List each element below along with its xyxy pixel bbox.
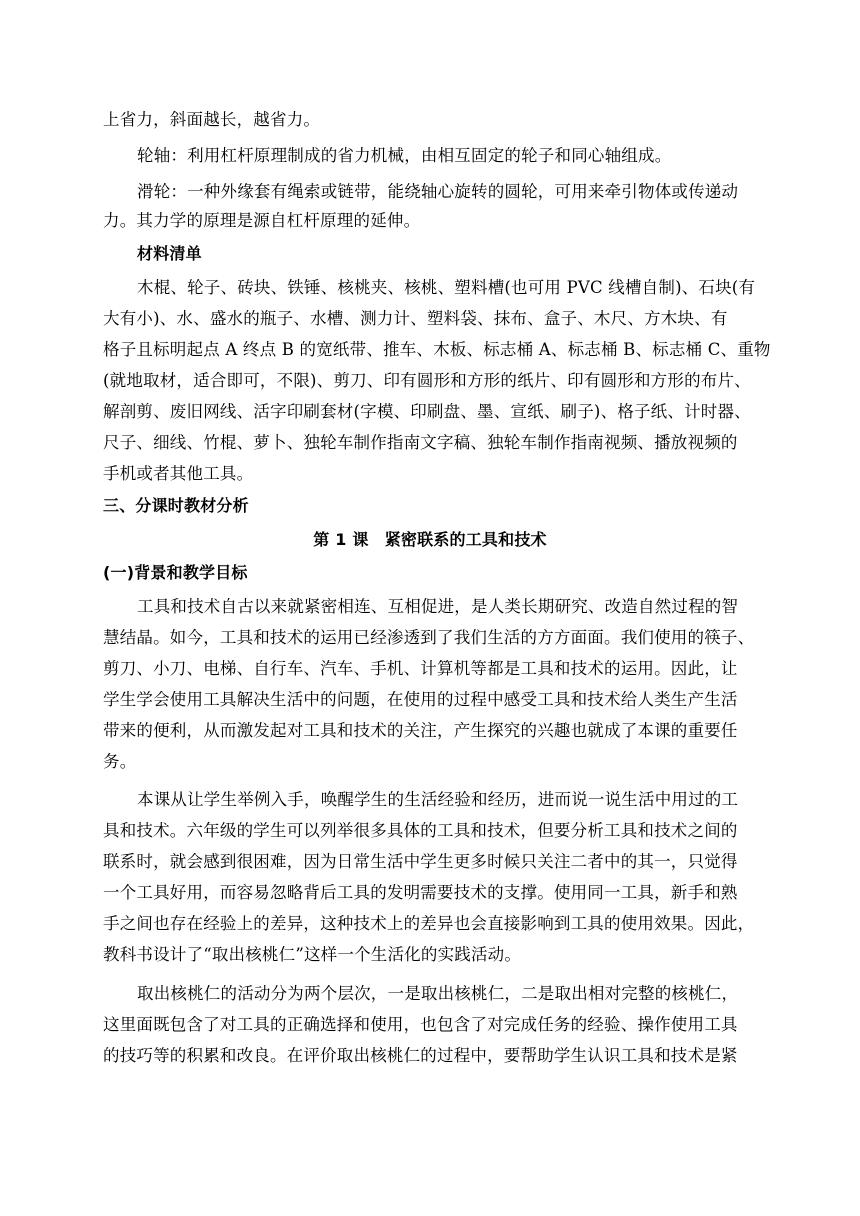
body-line: 尺子、细线、竹棍、萝卜、独轮车制作指南文字稿、独轮车制作指南视频、播放视频的 [103,433,738,452]
body-line: 手之间也存在经验上的差异，这种技术上的差异也会直接影响到工具的使用效果。因此， [103,914,755,933]
body-line: 格子且标明起点 A 终点 B 的宽纸带、推车、木板、标志桶 A、标志桶 B、标志桶 C、重物 [103,340,771,359]
body-line: 力。其力学的原理是源自杠杆原理的延伸。 [103,211,421,230]
body-line: 本课从让学生举例入手，唤醒学生的生活经验和经历，进而说一说生活中用过的工 [137,790,739,809]
body-line: 轮轴：利用杠杆原理制成的省力机械，由相互固定的轮子和同心轴组成。 [137,146,672,165]
body-line: 剪刀、小刀、电梯、自行车、汽车、手机、计算机等都是工具和技术的运用。因此，让 [103,659,738,678]
section-heading: 材料清单 [137,244,202,263]
subsection-heading: (一)背景和教学目标 [103,563,248,582]
body-line: 具和技术。六年级的学生可以列举很多具体的工具和技术，但要分析工具和技术之间的 [103,821,738,840]
body-line: (就地取材，适合即可，不限)、剪刀、印有圆形和方形的纸片、印有圆形和方形的布片、 [103,371,751,390]
body-line: 教科书设计了“取出核桃仁”这样一个生活化的实践活动。 [103,945,522,964]
body-line: 取出核桃仁的活动分为两个层次，一是取出核桃仁，二是取出相对完整的核桃仁， [137,984,739,1003]
body-line: 解剖剪、废旧网线、活字印刷套材(字模、印刷盘、墨、宣纸、刷子)、格子纸、计时器、 [103,402,751,421]
body-line: 上省力，斜面越长，越省力。 [103,110,321,129]
body-line: 大有小)、水、盛水的瓶子、水槽、测力计、塑料袋、抹布、盒子、木尺、方木块、有 [103,309,728,328]
body-line: 的技巧等的积累和改良。在评价取出核桃仁的过程中，要帮助学生认识工具和技术是紧 [103,1046,738,1065]
body-line: 木棍、轮子、砖块、铁锤、核桃夹、核桃、塑料槽(也可用 PVC 线槽自制)、石块(有 [137,278,756,297]
body-line: 滑轮：一种外缘套有绳索或链带，能绕轴心旋转的圆轮，可用来牵引物体或传递动 [137,182,739,201]
section-heading: 三、分课时教材分析 [103,496,249,515]
body-line: 带来的便利，从而激发起对工具和技术的关注，产生探究的兴趣也就成了本课的重要任 [103,721,738,740]
body-line: 一个工具好用，而容易忽略背后工具的发明需要技术的支撑。使用同一工具，新手和熟 [103,883,738,902]
body-line: 务。 [103,752,137,771]
body-line: 学生学会使用工具解决生活中的问题，在使用的过程中感受工具和技术给人类生产生活 [103,690,738,709]
body-line: 慧结晶。如今，工具和技术的运用已经渗透到了我们生活的方方面面。我们使用的筷子、 [103,628,755,647]
body-line: 这里面既包含了对工具的正确选择和使用，也包含了对完成任务的经验、操作使用工具 [103,1015,738,1034]
body-line: 工具和技术自古以来就紧密相连、互相促进，是人类长期研究、改造自然过程的智 [137,597,739,616]
body-line: 联系时，就会感到很困难，因为日常生活中学生更多时候只关注二者中的其一，只觉得 [103,852,738,871]
lesson-title: 第 1 课 紧密联系的工具和技术 [313,530,547,549]
body-line: 手机或者其他工具。 [103,464,254,483]
